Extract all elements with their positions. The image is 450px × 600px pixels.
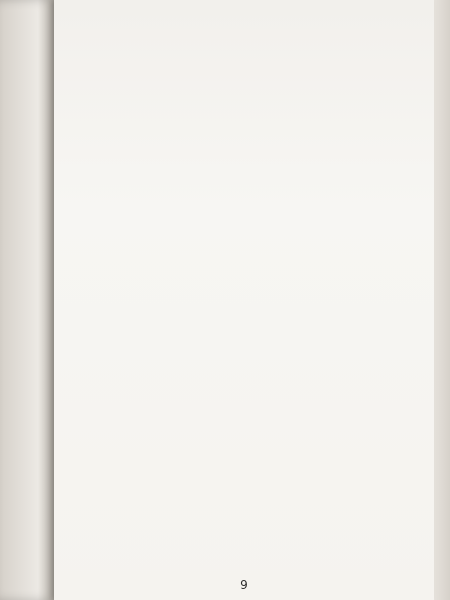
left-page-edge [0,0,54,600]
left-page-fragment [2,483,48,493]
left-page-fragment [2,312,48,322]
left-page-fragment [2,217,48,227]
text-line [66,26,426,42]
text-line [66,10,426,26]
left-page-fragment [2,27,48,37]
left-page-fragment [2,521,48,531]
text-line [66,103,426,119]
left-page-fragment [2,369,48,379]
left-page-fragment [2,578,48,588]
page-text-block [66,10,426,553]
text-line [66,88,426,104]
left-page-fragment [2,559,48,569]
left-page-fragment [2,388,48,398]
book-page [54,0,434,600]
text-line [66,429,426,445]
left-page-fragment [2,331,48,341]
left-page-fragment [2,122,48,132]
text-line [66,150,426,166]
text-line [66,336,426,352]
page-number: 9 [240,578,248,592]
left-page-fragment [2,46,48,56]
text-line [66,134,426,150]
left-page-fragment [2,426,48,436]
text-line [66,119,426,135]
text-line [66,41,426,57]
text-line [66,491,426,507]
left-page-fragment [2,236,48,246]
left-page-fragment [2,274,48,284]
text-line [66,181,426,197]
left-page-fragment [2,8,48,18]
text-line [66,537,426,553]
text-line [66,227,426,243]
text-line [66,258,426,274]
text-line [66,289,426,305]
left-page-fragment [2,293,48,303]
left-page-fragment [2,160,48,170]
text-line [66,522,426,538]
left-page-fragment [2,255,48,265]
text-line [66,196,426,212]
right-page-edge [434,0,450,600]
text-line [66,72,426,88]
left-page-fragment [2,65,48,75]
left-page-fragment [2,198,48,208]
text-line [66,398,426,414]
text-line [66,506,426,522]
left-page-fragment [2,445,48,455]
left-page-fragment [2,540,48,550]
text-line [66,57,426,73]
text-line [66,460,426,476]
left-page-fragment [2,84,48,94]
left-page-fragment [2,502,48,512]
text-line [66,165,426,181]
text-line [66,367,426,383]
left-page-fragment [2,179,48,189]
left-page-fragment [2,407,48,417]
text-line [66,413,426,429]
text-line [66,212,426,228]
text-line [66,382,426,398]
text-line [66,305,426,321]
left-page-fragment [2,350,48,360]
text-line [66,243,426,259]
text-line [66,320,426,336]
left-page-fragment [2,103,48,113]
text-line [66,351,426,367]
left-page-fragment [2,141,48,151]
text-line [66,274,426,290]
text-line [66,475,426,491]
text-line [66,444,426,460]
left-page-fragment [2,464,48,474]
